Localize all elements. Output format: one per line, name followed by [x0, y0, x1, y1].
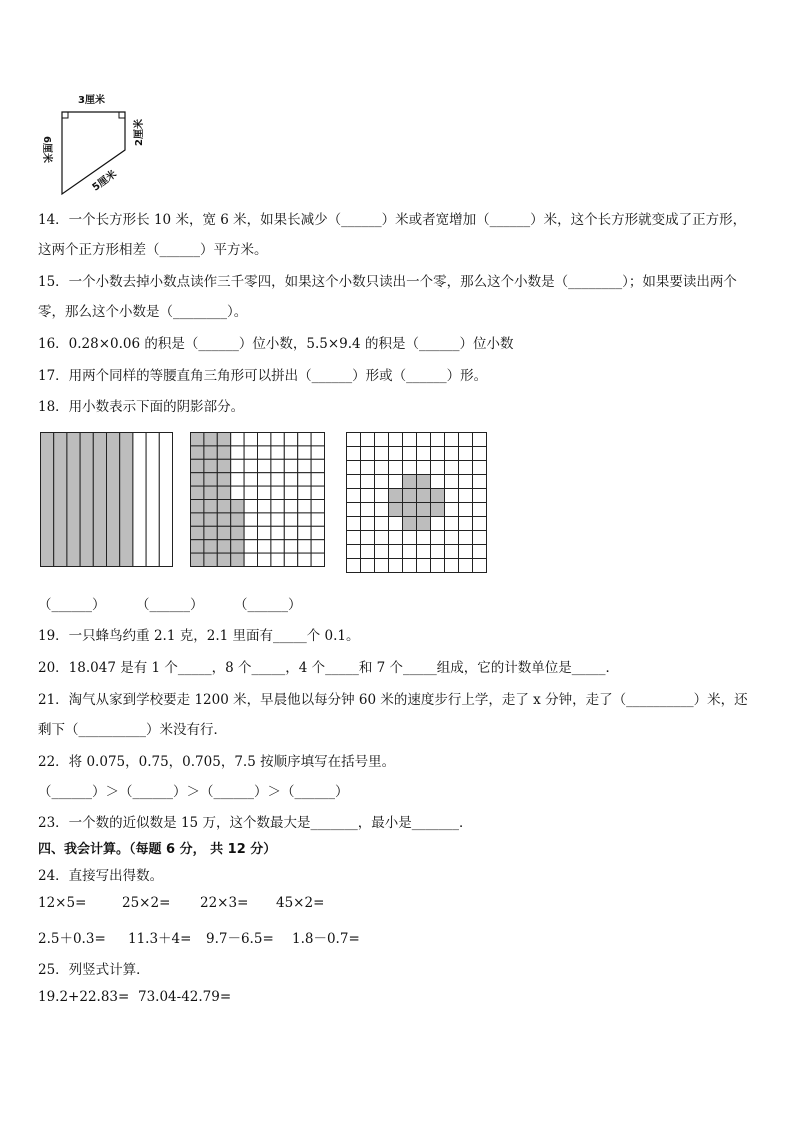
empty-square: [417, 433, 431, 447]
q15-line1: 15．一个小数去掉小数点读作三千零四，如果这个小数只读出一个零，那么这个小数是（________）；如果要读出两个: [38, 274, 737, 290]
empty-square: [459, 559, 473, 573]
shaded-square: [403, 517, 417, 531]
empty-square: [403, 559, 417, 573]
empty-square: [459, 433, 473, 447]
empty-square: [258, 500, 271, 513]
empty-square: [361, 489, 375, 503]
shaded-square: [389, 489, 403, 503]
empty-square: [445, 559, 459, 573]
empty-square: [431, 461, 445, 475]
shaded-square: [217, 473, 230, 486]
label-slant-5cm: 5厘米: [90, 168, 119, 194]
empty-square: [258, 553, 271, 566]
empty-square: [375, 447, 389, 461]
empty-square: [284, 540, 297, 553]
empty-square: [258, 513, 271, 526]
empty-square: [389, 447, 403, 461]
q24-r1-c1: 12×5=: [38, 895, 87, 911]
shaded-square: [231, 553, 244, 566]
empty-square: [244, 526, 257, 539]
empty-square: [459, 461, 473, 475]
grid-strips-svg: [40, 432, 174, 568]
empty-square: [445, 489, 459, 503]
empty-square: [271, 513, 284, 526]
q16-text: 16．0.28×0.06 的积是（______）位小数，5.5×9.4 的积是（______）位小数: [38, 336, 514, 352]
empty-square: [361, 447, 375, 461]
empty-square: [311, 433, 324, 446]
shaded-square: [191, 486, 204, 499]
grid-hundred-2-svg: [346, 432, 488, 574]
q22-order: （______）＞（______）＞（______）＞（______）: [38, 784, 349, 800]
empty-square: [431, 531, 445, 545]
shaded-square: [231, 513, 244, 526]
empty-square: [298, 433, 311, 446]
empty-square: [258, 473, 271, 486]
shaded-square: [191, 446, 204, 459]
shaded-square: [403, 489, 417, 503]
shaded-square: [204, 540, 217, 553]
shaded-square: [191, 473, 204, 486]
empty-square: [347, 503, 361, 517]
empty-square: [244, 500, 257, 513]
shaded-square: [191, 433, 204, 446]
empty-square: [389, 545, 403, 559]
empty-square: [473, 461, 487, 475]
shaded-square: [204, 486, 217, 499]
grid-hundred-1-svg: [190, 432, 326, 568]
empty-square: [459, 489, 473, 503]
empty-square: [459, 545, 473, 559]
empty-square: [375, 545, 389, 559]
empty-square: [375, 531, 389, 545]
empty-square: [284, 513, 297, 526]
empty-square: [258, 459, 271, 472]
section-four-title: 四、我会计算。（每题 6 分， 共 12 分）: [38, 842, 277, 857]
empty-square: [361, 531, 375, 545]
empty-square: [389, 517, 403, 531]
q21-line1: 21．淘气从家到学校要走 1200 米，早晨他以每分钟 60 米的速度步行上学，走了 x 分钟，走了（__________）米，还: [38, 692, 748, 708]
q25-text: 25．列竖式计算．: [38, 962, 150, 978]
shaded-strip: [41, 433, 54, 567]
empty-square: [231, 433, 244, 446]
empty-square: [473, 475, 487, 489]
label-right-2cm: 2厘米: [134, 119, 145, 146]
empty-square: [311, 473, 324, 486]
empty-square: [375, 503, 389, 517]
shaded-square: [204, 526, 217, 539]
shaded-square: [231, 500, 244, 513]
shaded-square: [191, 526, 204, 539]
shaded-square: [217, 540, 230, 553]
q24-r2-c3: 9.7－6.5=: [206, 931, 274, 947]
q20-text: 20．18.047 是有 1 个_____，8 个_____，4 个_____和 7 个_____组成，它的计数单位是_____．: [38, 660, 620, 676]
shaded-square: [431, 489, 445, 503]
grid-strips: [40, 432, 174, 572]
empty-square: [311, 500, 324, 513]
empty-square: [375, 517, 389, 531]
empty-square: [389, 433, 403, 447]
empty-square: [459, 531, 473, 545]
empty-square: [284, 500, 297, 513]
empty-square: [244, 513, 257, 526]
shaded-square: [204, 446, 217, 459]
shaded-square: [417, 489, 431, 503]
q24-r1-c4: 45×2=: [276, 895, 325, 911]
q14-line2: 这两个正方形相差（______）平方米。: [38, 242, 268, 258]
empty-square: [417, 461, 431, 475]
label-top-3cm: 3厘米: [78, 95, 105, 106]
empty-square: [271, 500, 284, 513]
empty-square: [361, 517, 375, 531]
empty-square: [375, 559, 389, 573]
shaded-square: [217, 446, 230, 459]
empty-square: [431, 433, 445, 447]
empty-square: [298, 553, 311, 566]
empty-square: [389, 475, 403, 489]
empty-square: [311, 526, 324, 539]
empty-square: [459, 517, 473, 531]
shaded-square: [204, 459, 217, 472]
shaded-square: [389, 503, 403, 517]
shaded-strip: [107, 433, 120, 567]
grid-hundred-1: [190, 432, 326, 572]
empty-square: [473, 559, 487, 573]
empty-square: [445, 447, 459, 461]
shaded-square: [191, 459, 204, 472]
empty-square: [375, 489, 389, 503]
empty-square: [473, 447, 487, 461]
empty-square: [311, 459, 324, 472]
empty-square: [445, 461, 459, 475]
empty-square: [298, 486, 311, 499]
empty-square: [445, 433, 459, 447]
shaded-square: [403, 503, 417, 517]
empty-square: [375, 433, 389, 447]
empty-square: [347, 461, 361, 475]
empty-square: [284, 473, 297, 486]
empty-square: [284, 433, 297, 446]
empty-square: [271, 526, 284, 539]
shaded-square: [217, 459, 230, 472]
empty-square: [473, 433, 487, 447]
q25-item-2: 73.04-42.79=: [138, 989, 232, 1005]
empty-square: [284, 486, 297, 499]
q18-answer-2: （______）: [136, 597, 204, 613]
empty-square: [231, 486, 244, 499]
empty-square: [244, 486, 257, 499]
empty-square: [403, 433, 417, 447]
shaded-square: [191, 513, 204, 526]
empty-strip: [146, 433, 159, 567]
q24-r1-c2: 25×2=: [122, 895, 171, 911]
empty-square: [347, 433, 361, 447]
empty-square: [298, 473, 311, 486]
shaded-strip: [93, 433, 106, 567]
q23-text: 23．一个数的近似数是 15 万，这个数最大是_______，最小是_______．: [38, 815, 473, 831]
q22-text: 22．将 0.075，0.75，0.705，7.5 按顺序填写在括号里。: [38, 754, 396, 770]
shaded-square: [217, 526, 230, 539]
empty-square: [361, 433, 375, 447]
empty-square: [244, 446, 257, 459]
empty-square: [417, 531, 431, 545]
shaded-square: [417, 517, 431, 531]
empty-square: [284, 553, 297, 566]
shaded-strip: [54, 433, 67, 567]
empty-square: [445, 475, 459, 489]
q24-r2-c4: 1.8－0.7=: [292, 931, 360, 947]
empty-square: [244, 459, 257, 472]
empty-square: [431, 545, 445, 559]
empty-square: [347, 531, 361, 545]
empty-square: [244, 473, 257, 486]
shaded-square: [403, 475, 417, 489]
label-left-6cm: 6厘米: [41, 136, 52, 163]
empty-square: [431, 517, 445, 531]
shaded-square: [191, 540, 204, 553]
empty-square: [271, 540, 284, 553]
empty-square: [298, 500, 311, 513]
empty-square: [473, 531, 487, 545]
shaded-square: [204, 473, 217, 486]
empty-square: [431, 447, 445, 461]
empty-square: [284, 526, 297, 539]
empty-square: [271, 446, 284, 459]
empty-square: [298, 459, 311, 472]
empty-square: [389, 531, 403, 545]
empty-square: [389, 461, 403, 475]
empty-square: [389, 559, 403, 573]
empty-square: [431, 559, 445, 573]
q18-answer-3: （______）: [234, 597, 302, 613]
shaded-square: [217, 433, 230, 446]
shaded-square: [191, 553, 204, 566]
empty-square: [347, 475, 361, 489]
empty-square: [361, 503, 375, 517]
q19-text: 19．一只蜂鸟约重 2.1 克，2.1 里面有_____个 0.1。: [38, 628, 360, 644]
q18-answer-1: （______）: [38, 597, 106, 613]
shaded-strip: [80, 433, 93, 567]
shaded-square: [231, 526, 244, 539]
q18-text: 18．用小数表示下面的阴影部分。: [38, 399, 245, 415]
q24-r1-c3: 22×3=: [200, 895, 249, 911]
shaded-square: [204, 500, 217, 513]
empty-square: [311, 553, 324, 566]
empty-square: [347, 447, 361, 461]
empty-square: [403, 531, 417, 545]
right-angle-mark-right: [119, 112, 125, 118]
shaded-square: [204, 513, 217, 526]
empty-square: [271, 553, 284, 566]
empty-square: [473, 517, 487, 531]
empty-square: [298, 513, 311, 526]
empty-strip: [159, 433, 172, 567]
shaded-square: [204, 433, 217, 446]
empty-square: [347, 545, 361, 559]
empty-square: [347, 559, 361, 573]
empty-square: [258, 433, 271, 446]
empty-square: [459, 503, 473, 517]
shaded-square: [217, 553, 230, 566]
empty-square: [403, 545, 417, 559]
empty-square: [258, 526, 271, 539]
trapezoid-figure: [38, 86, 158, 198]
empty-square: [244, 540, 257, 553]
empty-square: [258, 540, 271, 553]
empty-square: [473, 489, 487, 503]
empty-square: [271, 486, 284, 499]
empty-square: [311, 540, 324, 553]
q15-line2: 零，那么这个小数是（________）。: [38, 304, 248, 320]
empty-square: [445, 517, 459, 531]
empty-square: [459, 475, 473, 489]
empty-square: [271, 433, 284, 446]
right-angle-mark-left: [62, 112, 68, 118]
shaded-square: [217, 500, 230, 513]
empty-square: [298, 540, 311, 553]
q24-text: 24．直接写出得数。: [38, 868, 164, 884]
empty-square: [417, 447, 431, 461]
empty-square: [231, 459, 244, 472]
empty-square: [271, 459, 284, 472]
empty-square: [361, 545, 375, 559]
empty-square: [347, 517, 361, 531]
empty-square: [311, 486, 324, 499]
empty-square: [298, 446, 311, 459]
empty-square: [403, 447, 417, 461]
shaded-square: [217, 513, 230, 526]
shaded-square: [431, 503, 445, 517]
q21-line2: 剩下（__________）米没有行．: [38, 722, 227, 738]
empty-square: [271, 473, 284, 486]
shaded-strip: [120, 433, 133, 567]
q25-item-1: 19.2+22.83=: [38, 989, 130, 1005]
empty-square: [361, 559, 375, 573]
empty-square: [445, 545, 459, 559]
q17-text: 17．用两个同样的等腰直角三角形可以拼出（______）形或（______）形。: [38, 368, 488, 384]
grid-hundred-2: [346, 432, 488, 578]
shaded-square: [231, 540, 244, 553]
empty-square: [403, 461, 417, 475]
shaded-square: [191, 500, 204, 513]
empty-square: [417, 559, 431, 573]
empty-square: [298, 526, 311, 539]
q24-r2-c1: 2.5＋0.3=: [38, 931, 106, 947]
empty-square: [244, 433, 257, 446]
q24-r2-c2: 11.3＋4=: [128, 931, 192, 947]
shaded-square: [417, 475, 431, 489]
q14-line1: 14．一个长方形长 10 米，宽 6 米，如果长减少（______）米或者宽增加（______）米，这个长方形就变成了正方形，: [38, 212, 747, 228]
empty-square: [231, 473, 244, 486]
empty-square: [361, 475, 375, 489]
empty-square: [417, 545, 431, 559]
empty-square: [375, 461, 389, 475]
empty-square: [347, 489, 361, 503]
shaded-square: [417, 503, 431, 517]
empty-square: [258, 446, 271, 459]
empty-square: [445, 531, 459, 545]
empty-square: [244, 553, 257, 566]
shaded-square: [217, 486, 230, 499]
shaded-square: [204, 553, 217, 566]
empty-square: [284, 446, 297, 459]
empty-square: [459, 447, 473, 461]
empty-square: [231, 446, 244, 459]
empty-square: [473, 503, 487, 517]
empty-strip: [133, 433, 146, 567]
empty-square: [375, 475, 389, 489]
empty-square: [445, 503, 459, 517]
empty-square: [284, 459, 297, 472]
shaded-strip: [67, 433, 80, 567]
empty-square: [311, 446, 324, 459]
empty-square: [431, 475, 445, 489]
empty-square: [361, 461, 375, 475]
empty-square: [311, 513, 324, 526]
empty-square: [258, 486, 271, 499]
empty-square: [473, 545, 487, 559]
